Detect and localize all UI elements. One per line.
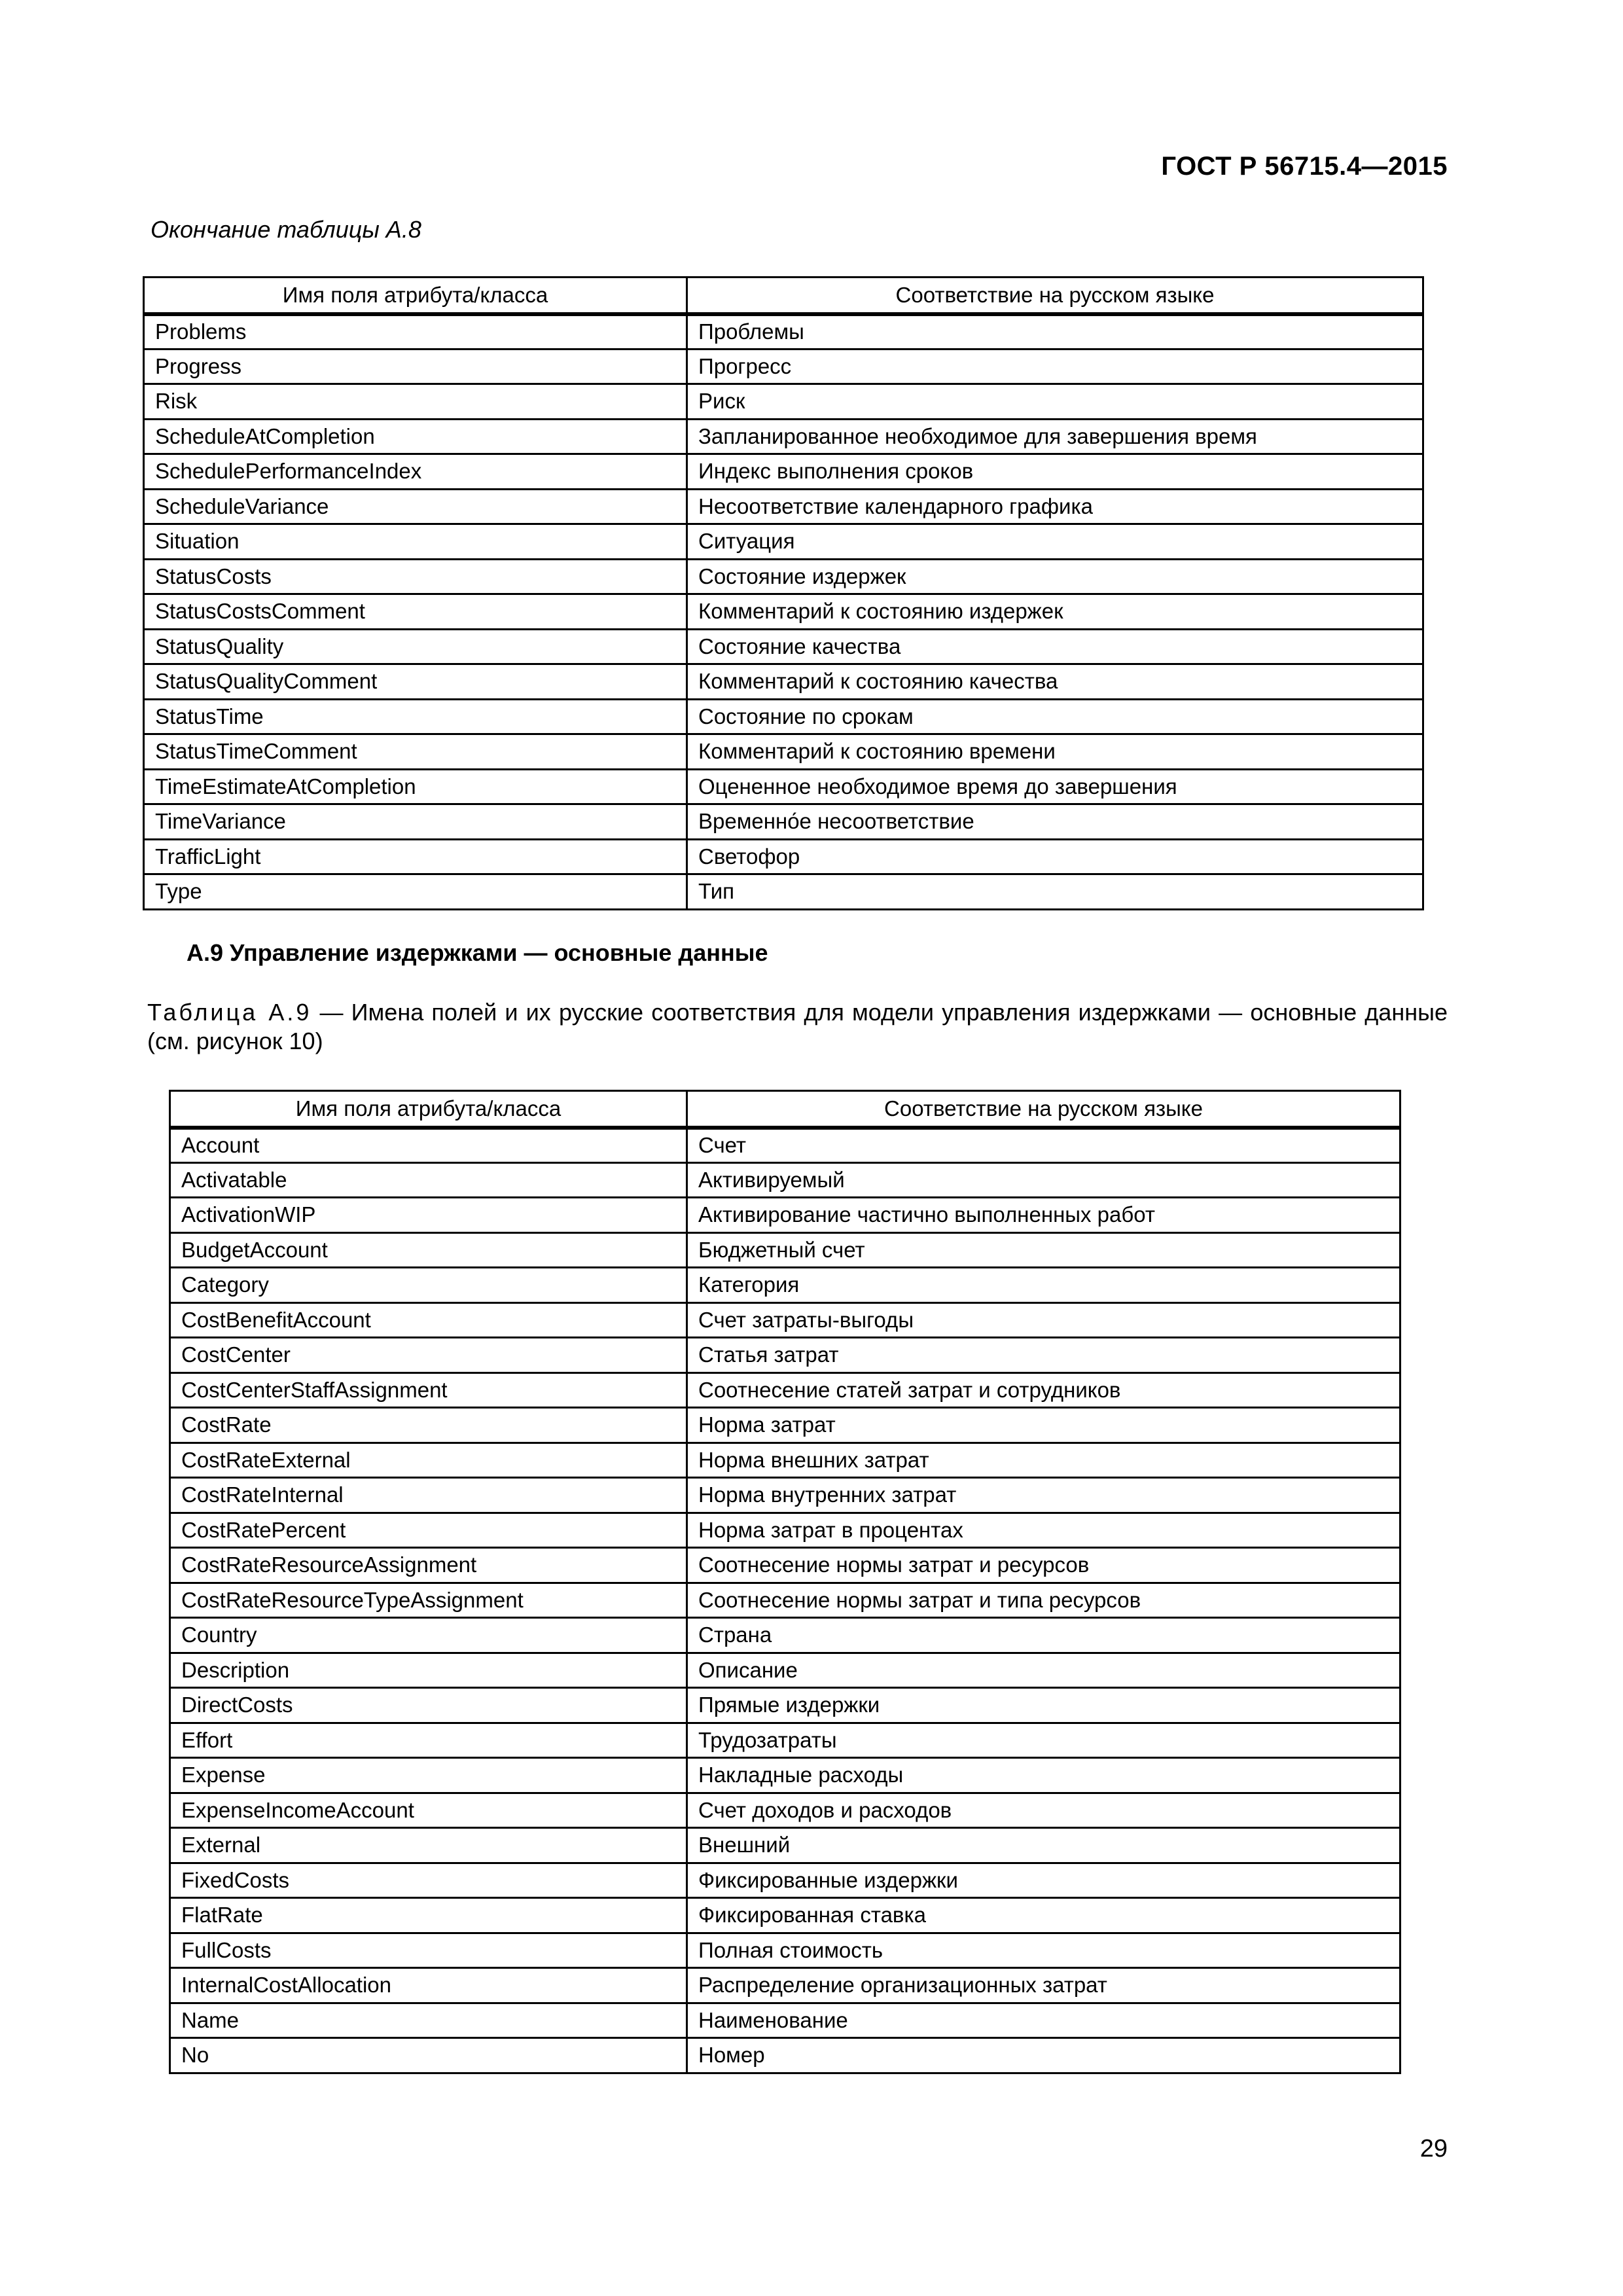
field-name-cell: CostRate xyxy=(170,1408,687,1443)
russian-equivalent-cell: Комментарий к состоянию издержек xyxy=(687,594,1423,630)
field-name-cell: CostRateResourceTypeAssignment xyxy=(170,1583,687,1618)
table-a9-caption-text: — Имена полей и их русские соответствия для модели управления издержками — основные данные (см. рисунок 10) xyxy=(147,999,1448,1054)
table-row xyxy=(170,1302,1400,1338)
russian-equivalent-cell: Несоответствие календарного графика xyxy=(687,489,1423,524)
russian-equivalent-cell: Номер xyxy=(687,2038,1400,2073)
field-name-cell: ActivationWIP xyxy=(170,1198,687,1233)
field-name-cell: StatusQualityComment xyxy=(144,664,687,700)
table-row xyxy=(170,1688,1400,1723)
table-row xyxy=(144,384,1423,420)
field-name-cell: Account xyxy=(170,1128,687,1163)
field-name-cell: ScheduleVariance xyxy=(144,489,687,524)
table-row xyxy=(144,349,1423,384)
table-row xyxy=(144,699,1423,734)
russian-equivalent-cell: Соотнесение статей затрат и сотрудников xyxy=(687,1372,1400,1408)
field-name-cell: StatusCostsComment xyxy=(144,594,687,630)
field-name-cell: CostBenefitAccount xyxy=(170,1302,687,1338)
table-row xyxy=(170,1128,1400,1163)
table-row xyxy=(170,1618,1400,1653)
field-name-cell: StatusTime xyxy=(144,699,687,734)
table-row xyxy=(170,1758,1400,1793)
russian-equivalent-cell: Внешний xyxy=(687,1828,1400,1863)
russian-equivalent-cell: Счет затраты-выгоды xyxy=(687,1302,1400,1338)
field-name-cell: CostRateInternal xyxy=(170,1478,687,1513)
russian-equivalent-cell: Активируемый xyxy=(687,1162,1400,1198)
field-name-cell: BudgetAccount xyxy=(170,1232,687,1268)
russian-equivalent-cell: Комментарий к состоянию времени xyxy=(687,734,1423,770)
table-row xyxy=(144,594,1423,630)
table-row xyxy=(144,489,1423,524)
table-row xyxy=(170,1968,1400,2003)
russian-equivalent-cell: Оцененное необходимое время до завершения xyxy=(687,769,1423,804)
table-row xyxy=(144,629,1423,664)
table-a8-body xyxy=(144,314,1423,910)
section-heading-a9: А.9 Управление издержками — основные данные xyxy=(187,939,768,966)
table-row xyxy=(170,1408,1400,1443)
field-name-cell: Problems xyxy=(144,314,687,350)
table-row xyxy=(170,1232,1400,1268)
field-name-cell: External xyxy=(170,1828,687,1863)
russian-equivalent-cell: Накладные расходы xyxy=(687,1758,1400,1793)
table-row xyxy=(170,1338,1400,1373)
russian-equivalent-cell: Состояние по срокам xyxy=(687,699,1423,734)
field-name-cell: CostRateExternal xyxy=(170,1443,687,1478)
russian-equivalent-cell: Наименование xyxy=(687,2003,1400,2038)
field-name-cell: ScheduleAtCompletion xyxy=(144,419,687,454)
field-name-cell: Description xyxy=(170,1653,687,1688)
table-row xyxy=(144,524,1423,560)
table-row xyxy=(144,804,1423,840)
field-name-cell: Type xyxy=(144,874,687,910)
russian-equivalent-cell: Светофор xyxy=(687,839,1423,874)
field-name-cell: FlatRate xyxy=(170,1898,687,1933)
russian-equivalent-cell: Индекс выполнения сроков xyxy=(687,454,1423,490)
table-a8-continuation-caption: Окончание таблицы А.8 xyxy=(151,216,421,243)
table-row xyxy=(170,1443,1400,1478)
table-row xyxy=(170,1863,1400,1898)
russian-equivalent-cell: Статья затрат xyxy=(687,1338,1400,1373)
russian-equivalent-cell: Состояние издержек xyxy=(687,559,1423,594)
table-row xyxy=(144,664,1423,700)
field-name-cell: Activatable xyxy=(170,1162,687,1198)
russian-equivalent-cell: Норма затрат xyxy=(687,1408,1400,1443)
russian-equivalent-cell: Норма затрат в процентах xyxy=(687,1513,1400,1548)
table-row xyxy=(170,1198,1400,1233)
standard-code: ГОСТ Р 56715.4—2015 xyxy=(1161,152,1448,181)
russian-equivalent-cell: Комментарий к состоянию качества xyxy=(687,664,1423,700)
table-row xyxy=(144,454,1423,490)
field-name-cell: FixedCosts xyxy=(170,1863,687,1898)
table-row xyxy=(144,314,1423,350)
russian-equivalent-cell: Страна xyxy=(687,1618,1400,1653)
table-row xyxy=(144,734,1423,770)
field-name-cell: InternalCostAllocation xyxy=(170,1968,687,2003)
field-name-cell: No xyxy=(170,2038,687,2073)
russian-equivalent-cell: Соотнесение нормы затрат и ресурсов xyxy=(687,1548,1400,1583)
field-name-cell: Country xyxy=(170,1618,687,1653)
russian-equivalent-cell: Фиксированная ставка xyxy=(687,1898,1400,1933)
russian-equivalent-cell: Тип xyxy=(687,874,1423,910)
table-header-row xyxy=(170,1091,1400,1128)
table-row xyxy=(170,1513,1400,1548)
table-row xyxy=(144,419,1423,454)
russian-equivalent-cell: Счет xyxy=(687,1128,1400,1163)
field-name-cell: StatusQuality xyxy=(144,629,687,664)
page-number: 29 xyxy=(1419,2135,1448,2162)
table-row xyxy=(170,1723,1400,1758)
field-name-cell: CostCenterStaffAssignment xyxy=(170,1372,687,1408)
russian-equivalent-cell: Распределение организационных затрат xyxy=(687,1968,1400,2003)
table-row xyxy=(144,769,1423,804)
field-name-cell: CostRatePercent xyxy=(170,1513,687,1548)
table-row xyxy=(170,1372,1400,1408)
field-name-cell: Risk xyxy=(144,384,687,420)
field-name-cell: StatusCosts xyxy=(144,559,687,594)
field-name-cell: TimeEstimateAtCompletion xyxy=(144,769,687,804)
field-name-cell: Progress xyxy=(144,349,687,384)
table-row xyxy=(144,839,1423,874)
russian-equivalent-cell: Норма внутренних затрат xyxy=(687,1478,1400,1513)
table-row xyxy=(170,1162,1400,1198)
table-a8 xyxy=(143,276,1424,910)
russian-equivalent-cell: Прогресс xyxy=(687,349,1423,384)
field-name-cell: StatusTimeComment xyxy=(144,734,687,770)
russian-equivalent-cell: Описание xyxy=(687,1653,1400,1688)
field-name-cell: FullCosts xyxy=(170,1933,687,1968)
table-a9-caption xyxy=(147,998,1448,1056)
russian-equivalent-cell: Фиксированные издержки xyxy=(687,1863,1400,1898)
table-a9 xyxy=(169,1090,1401,2074)
field-name-cell: SchedulePerformanceIndex xyxy=(144,454,687,490)
field-name-cell: DirectCosts xyxy=(170,1688,687,1723)
table-row xyxy=(170,2003,1400,2038)
russian-equivalent-cell: Активирование частично выполненных работ xyxy=(687,1198,1400,1233)
field-name-cell: ExpenseIncomeAccount xyxy=(170,1793,687,1828)
field-name-cell: Category xyxy=(170,1268,687,1303)
field-name-cell: Expense xyxy=(170,1758,687,1793)
table-row xyxy=(170,1548,1400,1583)
table-row xyxy=(170,1933,1400,1968)
russian-equivalent-cell: Бюджетный счет xyxy=(687,1232,1400,1268)
russian-equivalent-cell: Ситуация xyxy=(687,524,1423,560)
russian-equivalent-cell: Категория xyxy=(687,1268,1400,1303)
russian-equivalent-cell: Норма внешних затрат xyxy=(687,1443,1400,1478)
field-name-cell: CostRateResourceAssignment xyxy=(170,1548,687,1583)
table-row xyxy=(144,559,1423,594)
field-name-cell: CostCenter xyxy=(170,1338,687,1373)
column-header-russian-equivalent: Соответствие на русском языке xyxy=(687,1091,1400,1128)
table-row xyxy=(170,1583,1400,1618)
table-row xyxy=(170,1828,1400,1863)
russian-equivalent-cell: Счет доходов и расходов xyxy=(687,1793,1400,1828)
table-row xyxy=(170,1478,1400,1513)
field-name-cell: Name xyxy=(170,2003,687,2038)
table-row xyxy=(170,1793,1400,1828)
table-header-row xyxy=(144,278,1423,314)
field-name-cell: Effort xyxy=(170,1723,687,1758)
table-row xyxy=(144,874,1423,910)
russian-equivalent-cell: Проблемы xyxy=(687,314,1423,350)
column-header-field-name: Имя поля атрибута/класса xyxy=(170,1091,687,1128)
table-row xyxy=(170,1898,1400,1933)
russian-equivalent-cell: Трудозатраты xyxy=(687,1723,1400,1758)
column-header-russian-equivalent: Соответствие на русском языке xyxy=(687,278,1423,314)
column-header-field-name: Имя поля атрибута/класса xyxy=(144,278,687,314)
field-name-cell: TimeVariance xyxy=(144,804,687,840)
table-row xyxy=(170,1653,1400,1688)
field-name-cell: Situation xyxy=(144,524,687,560)
russian-equivalent-cell: Временно́е несоответствие xyxy=(687,804,1423,840)
field-name-cell: TrafficLight xyxy=(144,839,687,874)
table-row xyxy=(170,2038,1400,2073)
russian-equivalent-cell: Состояние качества xyxy=(687,629,1423,664)
russian-equivalent-cell: Запланированное необходимое для завершения время xyxy=(687,419,1423,454)
table-a9-label: Таблица А.9 xyxy=(147,999,312,1026)
russian-equivalent-cell: Риск xyxy=(687,384,1423,420)
russian-equivalent-cell: Полная стоимость xyxy=(687,1933,1400,1968)
russian-equivalent-cell: Прямые издержки xyxy=(687,1688,1400,1723)
russian-equivalent-cell: Соотнесение нормы затрат и типа ресурсов xyxy=(687,1583,1400,1618)
table-a9-body xyxy=(170,1128,1400,2073)
table-row xyxy=(170,1268,1400,1303)
